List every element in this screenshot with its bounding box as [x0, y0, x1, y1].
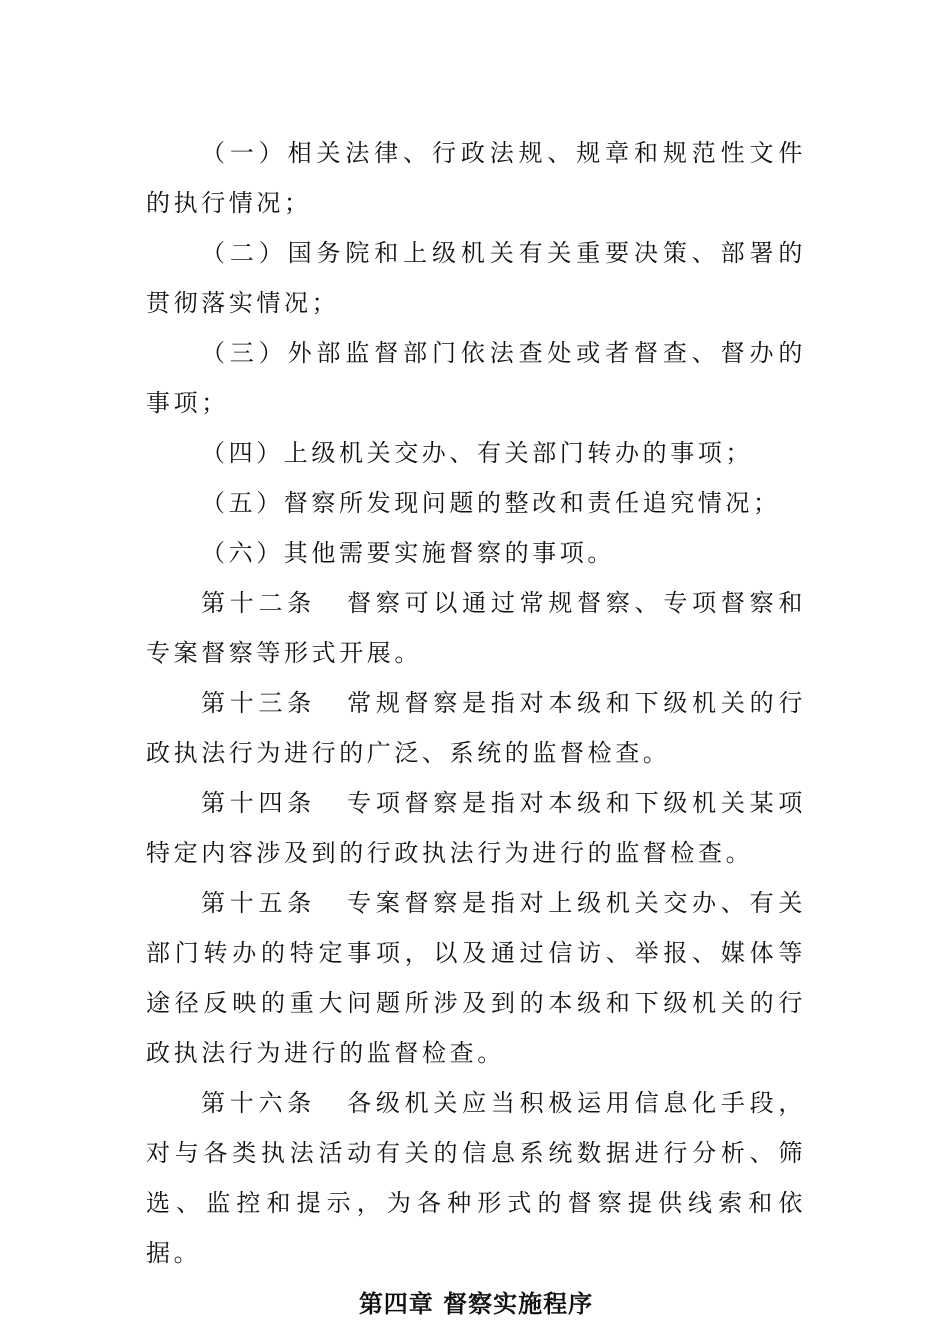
article-16: [146, 1078, 806, 1278]
chapter-heading: 第四章 督察实施程序: [358, 1290, 594, 1318]
article-13: [146, 678, 806, 778]
article-number: 第十四条: [201, 789, 316, 817]
list-item: （一）相关法律、行政法规、规章和规范性文件的执行情况；: [146, 139, 806, 217]
list-item: （四）上级机关交办、有关部门转办的事项；: [201, 439, 753, 467]
article-number: 第十三条: [201, 689, 316, 717]
document-body: [146, 128, 806, 1330]
article-text: 常规督察是指对本级和下级机关的行政执法行为进行的广泛、系统的监督检查。: [146, 689, 806, 767]
article-15: [146, 878, 806, 1078]
article-text: 专案督察是指对上级机关交办、有关部门转办的特定事项，以及通过信访、举报、媒体等途径反映的重大问题所涉及到的本级和下级机关的行政执法行为进行的监督检查。: [146, 889, 806, 1067]
article-text: 各级机关应当积极运用信息化手段，对与各类执法活动有关的信息系统数据进行分析、筛选、监控和提示，为各种形式的督察提供线索和依据。: [146, 1089, 806, 1267]
article-number: 第十五条: [201, 889, 316, 917]
article-text: 专项督察是指对本级和下级机关某项特定内容涉及到的行政执法行为进行的监督检查。: [146, 789, 806, 867]
article-12: [146, 578, 806, 678]
article-14: [146, 778, 806, 878]
list-item: （五）督察所发现问题的整改和责任追究情况；: [201, 489, 781, 517]
article-text: 督察可以通过常规督察、专项督察和专案督察等形式开展。: [146, 589, 806, 667]
list-item: （二）国务院和上级机关有关重要决策、部署的贯彻落实情况；: [146, 239, 806, 317]
list-item: （六）其他需要实施督察的事项。: [201, 539, 615, 567]
list-item: （三）外部监督部门依法查处或者督查、督办的事项；: [146, 339, 806, 417]
article-number: 第十六条: [201, 1089, 316, 1117]
article-number: 第十二条: [201, 589, 316, 617]
